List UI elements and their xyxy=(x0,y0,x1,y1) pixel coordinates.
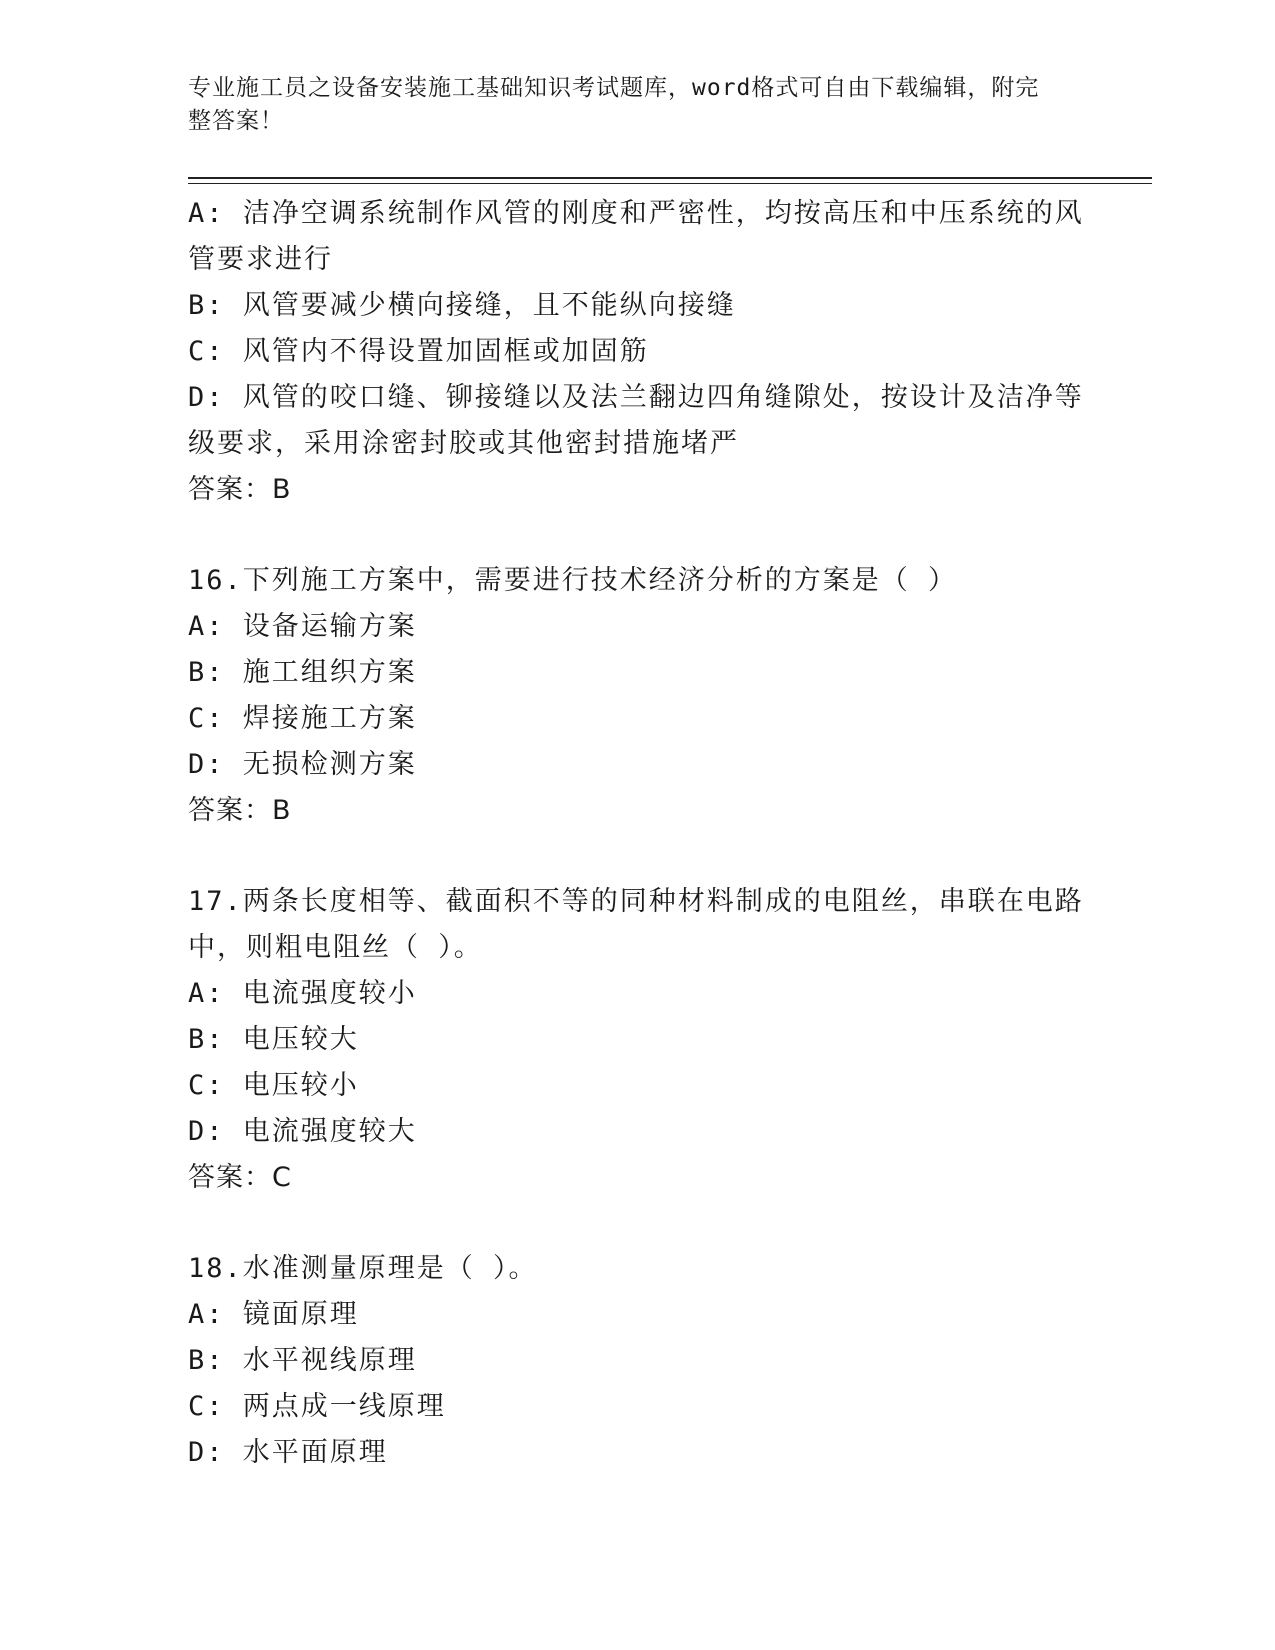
header-rule-thick xyxy=(188,177,1152,179)
option-b: B: 水平视线原理 xyxy=(188,1345,417,1376)
question-stem-line-1: 17.两条长度相等、截面积不等的同种材料制成的电阻丝，串联在电路 xyxy=(188,886,1084,917)
option-a-line-2: 管要求进行 xyxy=(188,244,333,275)
question-stem-line-2: 中，则粗电阻丝（ ）。 xyxy=(188,932,483,963)
answer: 答案：C xyxy=(188,1162,292,1193)
option-a: A: 镜面原理 xyxy=(188,1299,359,1330)
option-c: C: 电压较小 xyxy=(188,1070,359,1101)
header-rule-thin xyxy=(188,183,1152,184)
question-stem: 16.下列施工方案中，需要进行技术经济分析的方案是（ ） xyxy=(188,565,958,596)
option-d: D: 电流强度较大 xyxy=(188,1116,417,1147)
question-18 xyxy=(188,1246,1088,1476)
option-a: A: 电流强度较小 xyxy=(188,978,417,1009)
spacer xyxy=(188,1201,1088,1246)
option-c: C: 焊接施工方案 xyxy=(188,703,417,734)
option-d: D: 无损检测方案 xyxy=(188,749,417,780)
option-d-line-1: D: 风管的咬口缝、铆接缝以及法兰翻边四角缝隙处，按设计及洁净等 xyxy=(188,382,1084,413)
header-line-1: 专业施工员之设备安装施工基础知识考试题库，word格式可自由下载编辑，附完 xyxy=(188,75,1040,101)
spacer xyxy=(188,513,1088,558)
option-b: B: 风管要减少横向接缝，且不能纵向接缝 xyxy=(188,290,736,321)
option-d-line-2: 级要求，采用涂密封胶或其他密封措施堵严 xyxy=(188,428,739,459)
spacer xyxy=(188,834,1088,879)
option-a: A: 设备运输方案 xyxy=(188,611,417,642)
question-16 xyxy=(188,558,1088,834)
question-17 xyxy=(188,879,1088,1201)
document-header xyxy=(188,72,1068,138)
option-b: B: 电压较大 xyxy=(188,1024,359,1055)
option-b: B: 施工组织方案 xyxy=(188,657,417,688)
header-line-2: 整答案！ xyxy=(188,108,284,134)
option-d: D: 水平面原理 xyxy=(188,1437,388,1468)
question-15 xyxy=(188,191,1088,513)
answer: 答案：B xyxy=(188,795,292,826)
option-c: C: 风管内不得设置加固框或加固筋 xyxy=(188,336,649,367)
option-c: C: 两点成一线原理 xyxy=(188,1391,446,1422)
answer: 答案：B xyxy=(188,474,292,505)
option-a-line-1: A: 洁净空调系统制作风管的刚度和严密性，均按高压和中压系统的风 xyxy=(188,198,1084,229)
question-list xyxy=(188,191,1088,1476)
question-stem: 18.水准测量原理是（ ）。 xyxy=(188,1253,538,1284)
